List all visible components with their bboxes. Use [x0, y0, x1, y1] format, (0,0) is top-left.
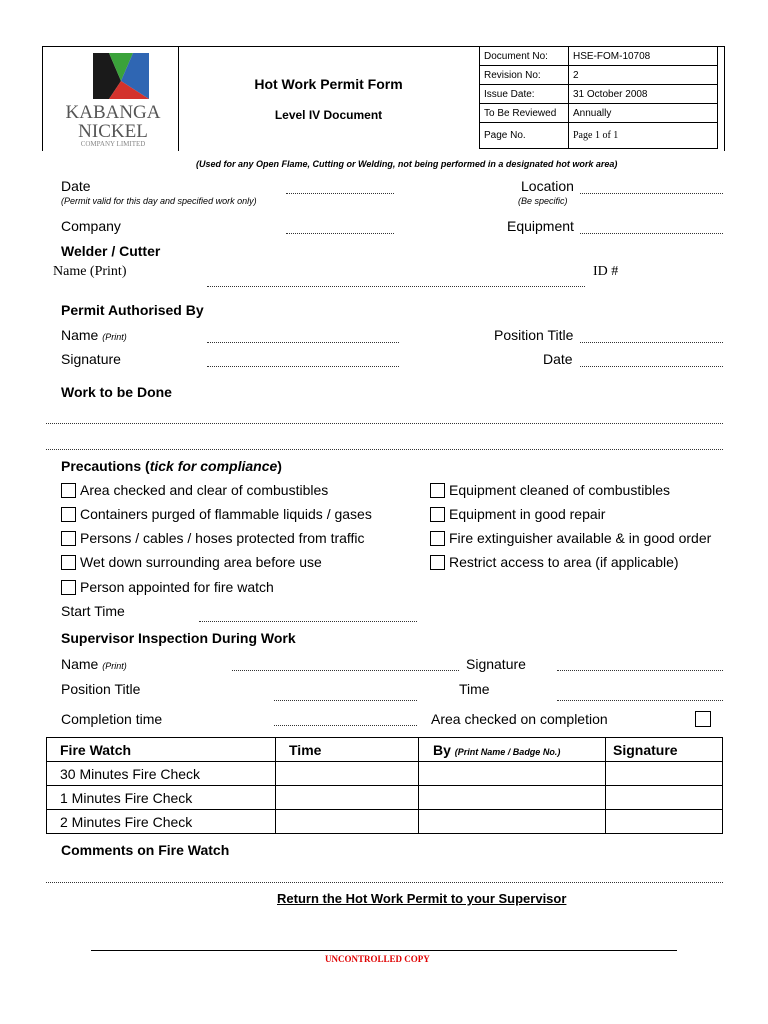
form-title: Hot Work Permit Form [254, 76, 403, 92]
welder-name-field[interactable] [207, 286, 585, 287]
supervisor-position-field[interactable] [274, 700, 417, 701]
doc-info-key: Issue Date: [480, 85, 569, 104]
precaution-label: Persons / cables / hoses protected from traffic [80, 530, 365, 546]
authorised-signature-label: Signature [61, 351, 121, 367]
checkbox-containers-purged[interactable] [61, 507, 76, 522]
date-note: (Permit valid for this day and specified work only) [61, 196, 257, 206]
comments-line[interactable] [46, 882, 723, 883]
precaution-label: Area checked and clear of combustibles [80, 482, 329, 498]
precaution-label: Restrict access to area (if applicable) [449, 554, 679, 570]
time-cell[interactable] [276, 810, 419, 834]
equipment-field[interactable] [580, 233, 723, 234]
col-header-time: Time [276, 738, 419, 762]
precaution-label: Fire extinguisher available & in good order [449, 530, 712, 546]
work-line-1[interactable] [46, 423, 723, 424]
doc-info-value: 2 [569, 66, 718, 85]
table-row [47, 786, 723, 810]
by-note: (Print Name / Badge No.) [454, 746, 561, 757]
name-note: (Print) [102, 661, 127, 671]
by-text: By [433, 741, 451, 758]
work-line-2[interactable] [46, 449, 723, 450]
by-cell[interactable] [419, 762, 606, 786]
table-row [47, 762, 723, 786]
company-name-line2: NICKEL [78, 121, 148, 142]
doc-info-value: Page 1 of 1 [569, 123, 718, 149]
supervisor-signature-field[interactable] [557, 670, 723, 671]
checkbox-wet-down[interactable] [61, 555, 76, 570]
location-note: (Be specific) [518, 196, 568, 206]
checkbox-area-checked-completion[interactable] [695, 711, 711, 727]
doc-info-key: Page No. [480, 123, 569, 149]
checkbox-equipment-repair[interactable] [430, 507, 445, 522]
precautions-heading-end: ) [277, 458, 282, 474]
company-logo [91, 51, 151, 101]
precaution-label: Person appointed for fire watch [80, 579, 274, 595]
time-cell[interactable] [276, 762, 419, 786]
doc-info-row [480, 104, 718, 123]
checkbox-extinguisher[interactable] [430, 531, 445, 546]
name-note: (Print) [102, 332, 127, 342]
checkbox-fire-watch[interactable] [61, 580, 76, 595]
by-cell[interactable] [419, 786, 606, 810]
form-subtitle: Level IV Document [274, 108, 383, 122]
authorised-name-label [61, 327, 127, 343]
intro-note: (Used for any Open Flame, Cutting or Welding, not being performed in a designated hot work area) [196, 159, 618, 169]
start-time-field[interactable] [199, 621, 417, 622]
precaution-label: Equipment cleaned of combustibles [449, 482, 671, 498]
doc-info-key: To Be Reviewed [480, 104, 569, 123]
precaution-label: Wet down surrounding area before use [80, 554, 322, 570]
checkbox-restrict-access[interactable] [430, 555, 445, 570]
doc-info-value: HSE-FOM-10708 [569, 47, 718, 66]
fire-watch-table [46, 737, 723, 834]
doc-info-row [480, 85, 718, 104]
authorised-signature-field[interactable] [207, 366, 399, 367]
precaution-label: Equipment in good repair [449, 506, 606, 522]
precautions-heading-italic: tick for compliance [149, 458, 278, 474]
authorised-heading: Permit Authorised By [61, 302, 204, 318]
uncontrolled-copy-label: UNCONTROLLED COPY [325, 954, 430, 964]
time-cell[interactable] [276, 786, 419, 810]
document-info-table [479, 46, 718, 149]
table-header-row [47, 738, 723, 762]
location-label: Location [521, 178, 574, 194]
precautions-heading [61, 458, 282, 474]
authorised-date-field[interactable] [580, 366, 723, 367]
authorised-position-label: Position Title [494, 327, 574, 343]
welder-id-label: ID # [593, 264, 619, 279]
supervisor-time-label: Time [459, 681, 490, 697]
fire-check-label: 2 Minutes Fire Check [47, 810, 276, 834]
welder-name-label: Name (Print) [53, 264, 127, 279]
doc-info-row [480, 66, 718, 85]
work-heading: Work to be Done [61, 384, 172, 400]
signature-cell[interactable] [606, 762, 723, 786]
equipment-label: Equipment [507, 218, 574, 234]
company-name-line3: COMPANY LIMITED [80, 140, 146, 148]
doc-info-row [480, 47, 718, 66]
fire-check-label: 1 Minutes Fire Check [47, 786, 276, 810]
footer-rule [91, 950, 677, 951]
completion-time-field[interactable] [274, 725, 417, 726]
precautions-heading-text: Precautions ( [61, 458, 150, 474]
company-label: Company [61, 218, 121, 234]
table-row [47, 810, 723, 834]
doc-info-value: Annually [569, 104, 718, 123]
title-cell [179, 47, 478, 151]
col-header-by [419, 738, 606, 762]
supervisor-time-field[interactable] [557, 700, 723, 701]
by-cell[interactable] [419, 810, 606, 834]
name-text: Name [61, 656, 99, 672]
checkbox-area-checked[interactable] [61, 483, 76, 498]
doc-info-key: Revision No: [480, 66, 569, 85]
signature-cell[interactable] [606, 786, 723, 810]
supervisor-name-field[interactable] [232, 670, 459, 671]
supervisor-position-label: Position Title [61, 681, 141, 697]
area-checked-label: Area checked on completion [431, 711, 608, 727]
signature-cell[interactable] [606, 810, 723, 834]
supervisor-name-label [61, 656, 127, 672]
col-header-signature: Signature [606, 738, 723, 762]
logo-cell [43, 47, 179, 151]
precaution-label: Containers purged of flammable liquids / gases [80, 506, 372, 522]
col-header-fire-watch: Fire Watch [47, 738, 276, 762]
doc-info-key: Document No: [480, 47, 569, 66]
welder-heading: Welder / Cutter [61, 243, 161, 259]
supervisor-signature-label: Signature [466, 656, 526, 672]
fire-check-label: 30 Minutes Fire Check [47, 762, 276, 786]
authorised-name-field[interactable] [207, 342, 399, 343]
supervisor-heading: Supervisor Inspection During Work [61, 630, 296, 646]
date-label: Date [61, 178, 91, 194]
doc-info-row [480, 123, 718, 149]
return-note: Return the Hot Work Permit to your Supervisor [277, 891, 567, 906]
authorised-position-field[interactable] [580, 342, 723, 343]
checkbox-persons-protected[interactable] [61, 531, 76, 546]
location-field[interactable] [580, 193, 723, 194]
date-field[interactable] [286, 193, 394, 194]
authorised-date-label: Date [543, 351, 573, 367]
company-field[interactable] [286, 233, 394, 234]
document-header [42, 46, 725, 151]
company-name-line1: KABANGA [65, 102, 161, 123]
completion-time-label: Completion time [61, 711, 163, 727]
start-time-label: Start Time [61, 603, 125, 619]
checkbox-equipment-cleaned[interactable] [430, 483, 445, 498]
name-text: Name [61, 327, 99, 343]
comments-heading: Comments on Fire Watch [61, 842, 230, 858]
doc-info-value: 31 October 2008 [569, 85, 718, 104]
